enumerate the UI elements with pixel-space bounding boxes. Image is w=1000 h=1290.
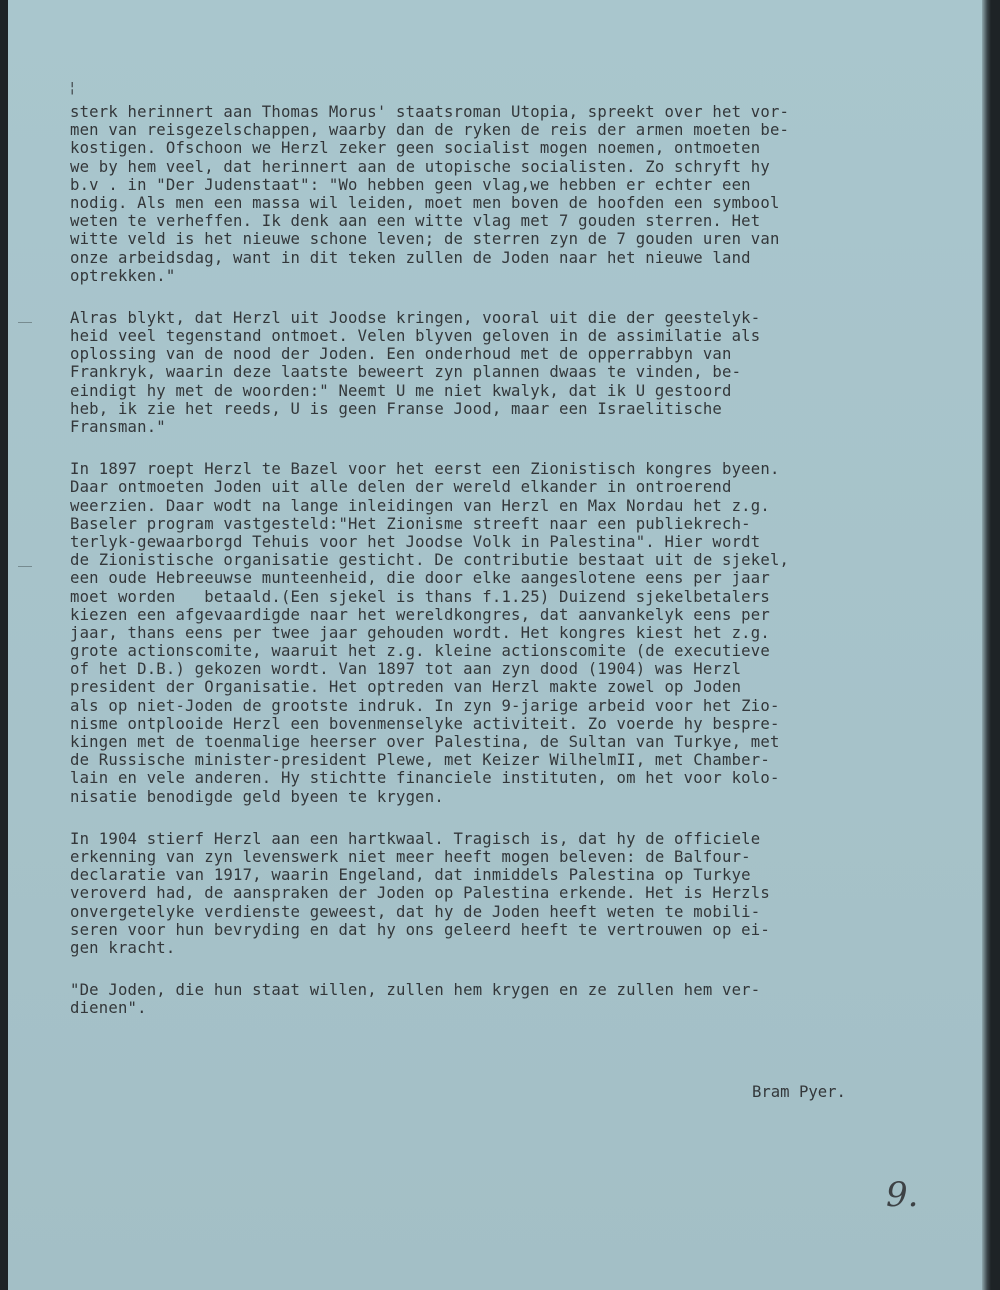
page-number: 9. [886,1175,919,1215]
text-line: of het D.B.) gekozen wordt. Van 1897 tot aan zyn dood (1904) was Herzl [70,660,742,679]
text-line: Fransman." [70,418,166,436]
paragraph [70,981,940,1017]
text-line: nisatie benodigde geld byeen te krygen. [70,787,444,806]
text-line: sterk herinnert aan Thomas Morus' staatsroman Utopia, spreekt over het vor- [70,103,790,121]
margin-tick [18,322,32,323]
signature: Bram Pyer. [752,1083,846,1101]
paragraph [70,309,940,436]
corner-mark: ¦ [68,80,77,96]
text-line: eindigt hy met de woorden:" Neemt U me niet kwalyk, dat ik U gestoord [70,381,732,400]
text-line: kostigen. Ofschoon we Herzl zeker geen socialist mogen noemen, ontmoeten [70,139,761,158]
text-line: seren voor hun bevryding en dat hy ons geleerd heeft te vertrouwen op ei- [70,920,770,939]
text-line: president der Organisatie. Het optreden van Herzl makte zowel op Joden [70,678,742,697]
text-line: onze arbeidsdag, want in dit teken zullen de Joden naar het nieuwe land [70,248,751,267]
text-line: Alras blykt, dat Herzl uit Joodse kringen, vooral uit die der geestelyk- [70,308,761,327]
text-line: nodig. Als men een massa wil leiden, moet men boven de hoofden een symbool [70,193,780,212]
text-line: kiezen een afgevaardigde naar het wereldkongres, dat aanvankelyk eens per [70,605,770,624]
text-line: lain en vele anderen. Hy stichtte financiele instituten, om het voor kolo- [70,769,780,788]
text-line: heb, ik zie het reeds, U is geen Franse Jood, maar een Israelitische [70,399,722,418]
text-line: onvergetelyke verdienste geweest, dat hy de Joden heeft weten te mobili- [70,902,761,921]
text-line: terlyk-gewaarborgd Tehuis voor het Joodse Volk in Palestina". Hier wordt [70,532,761,551]
paragraph [70,103,940,285]
text-line: In 1904 stierf Herzl aan een hartkwaal. Tragisch is, dat hy de officiele [70,829,761,848]
margin-tick [18,566,32,567]
text-line: Baseler program vastgesteld:"Het Zionisme streeft naar een publiekrech- [70,514,751,533]
text-line: een oude Hebreeuwse munteenheid, die door elke aangeslotene eens per jaar [70,569,770,588]
text-line: erkenning van zyn levenswerk niet meer heeft mogen beleven: de Balfour- [70,847,751,866]
text-line: we by hem veel, dat herinnert aan de utopische socialisten. Zo schryft hy [70,157,770,176]
page-edge-shadow [982,0,991,1290]
text-line: als op niet-Joden de grootste indruk. In zyn 9-jarige arbeid voor het Zio- [70,696,780,715]
text-line: "De Joden, die hun staat willen, zullen hem krygen en ze zullen hem ver- [70,981,761,1000]
text-line: de Zionistische organisatie gesticht. De contributie bestaat uit de sjekel, [70,551,790,570]
text-line: optrekken." [70,266,176,285]
text-line: oplossing van de nood der Joden. Een onderhoud met de opperrabbyn van [70,345,732,364]
text-line: heid veel tegenstand ontmoet. Velen blyven geloven in de assimilatie als [70,327,761,346]
text-line: weten te verheffen. Ik denk aan een witte vlag met 7 gouden sterren. Het [70,212,761,231]
document-page [8,0,991,1290]
text-line: In 1897 roept Herzl te Bazel voor het eerst een Zionistisch kongres byeen. [70,460,780,479]
text-line: men van reisgezelschappen, waarby dan de ryken de reis der armen moeten be- [70,121,790,140]
text-line: Daar ontmoeten Joden uit alle delen der wereld elkander in ontroerend [70,478,732,497]
paragraph [70,460,940,806]
text-line: gen kracht. [70,938,176,957]
text-line: witte veld is het nieuwe schone leven; de sterren zyn de 7 gouden uren van [70,230,780,249]
text-line: jaar, thans eens per twee jaar gehouden wordt. Het kongres kiest het z.g. [70,623,770,642]
paragraph [70,830,940,957]
text-line: Frankryk, waarin deze laatste beweert zyn plannen dwaas te vinden, be- [70,363,742,382]
text-line: nisme ontplooide Herzl een bovenmenselyke activiteit. Zo voerde hy bespre- [70,714,780,733]
text-line: moet worden betaald.(Een sjekel is thans f.1.25) Duizend sjekelbetalers [70,587,770,606]
text-line: de Russische minister-president Plewe, met Keizer WilhelmII, met Chamber- [70,751,770,770]
text-line: weerzien. Daar wodt na lange inleidingen van Herzl en Max Nordau het z.g. [70,496,770,515]
text-line: dienen". [70,999,147,1018]
text-line: veroverd had, de aanspraken der Joden op Palestina erkende. Het is Herzls [70,884,770,903]
text-line: grote actionscomite, waaruit het z.g. kleine actionscomite (de executieve [70,642,770,661]
text-line: kingen met de toenmalige heerser over Palestina, de Sultan van Turkye, met [70,733,780,751]
body-text [70,103,940,1041]
text-line: declaratie van 1917, waarin Engeland, dat inmiddels Palestina op Turkye [70,866,751,885]
text-line: b.v . in "Der Judenstaat": "Wo hebben geen vlag,we hebben er echter een [70,175,751,194]
